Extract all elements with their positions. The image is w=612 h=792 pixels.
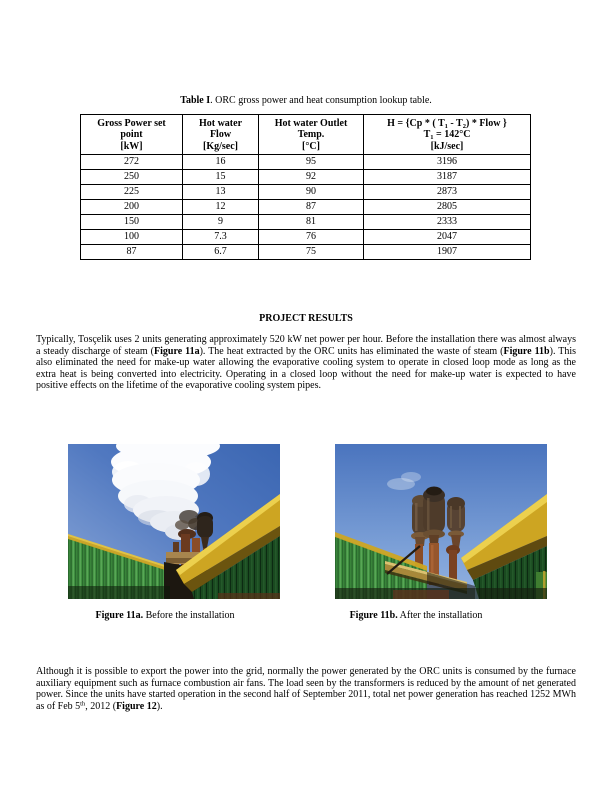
table-cell: 75 (259, 245, 364, 260)
table-cell: 2047 (364, 230, 531, 245)
figure-11b-caption: Figure 11b. After the installation (349, 610, 483, 621)
table-row (81, 230, 531, 245)
table-cell: 2333 (364, 215, 531, 230)
table-header-cell: Hot water Outlet Temp. [°C] (259, 115, 364, 155)
table-row (81, 170, 531, 185)
table-cell: 12 (183, 200, 259, 215)
table-cell: 16 (183, 155, 259, 170)
table-cell: 15 (183, 170, 259, 185)
figure-11a-photo (68, 444, 280, 599)
bottom-panels (335, 588, 547, 599)
table-cell: 92 (259, 170, 364, 185)
table-cell: 76 (259, 230, 364, 245)
table-cell: 95 (259, 155, 364, 170)
table-cell: 3196 (364, 155, 531, 170)
lookup-table (80, 114, 531, 260)
table-row (81, 245, 531, 260)
figure-11b-photo (335, 444, 547, 599)
table-cell: 3187 (364, 170, 531, 185)
table-caption: Table I. ORC gross power and heat consumption lookup table. (180, 95, 432, 106)
wall-shadow (68, 586, 170, 599)
section-heading: PROJECT RESULTS (259, 313, 353, 324)
table-cell: 1907 (364, 245, 531, 260)
table-cell: 7.3 (183, 230, 259, 245)
paragraph-1: Typically, Tosçelik uses 2 units generating approximately 520 kW net power per hour. Before the installation there was almost always a steady discharge of steam (Figure 11a). The heat extracted by the ORC units has eliminated the waste of steam (Figure 11b). This also eliminated the need for make-up water allowing the evaporative cooling system to operate in closed loop mode as long as the extra heat is being converted into electricity. Operating in a closed loop without the need for make-up water is expected to have positive effects on the lifetime of the evaporative cooling system pipes. (36, 334, 577, 392)
table-cell: 90 (259, 185, 364, 200)
table-body (81, 155, 531, 260)
table-row (81, 200, 531, 215)
table-row (81, 215, 531, 230)
table-cell: 6.7 (183, 245, 259, 260)
table-header-cell: Hot water Flow [Kg/sec] (183, 115, 259, 155)
table-cell: 225 (81, 185, 183, 200)
table-row (81, 185, 531, 200)
table-cell: 150 (81, 215, 183, 230)
table-header-row (81, 115, 531, 155)
table-header-cell: Gross Power set point [kW] (81, 115, 183, 155)
table-cell: 250 (81, 170, 183, 185)
table-cell: 9 (183, 215, 259, 230)
table-cell: 87 (81, 245, 183, 260)
figure-11a-caption: Figure 11a. Before the installation (95, 610, 235, 621)
table-cell: 81 (259, 215, 364, 230)
table-cell: 2873 (364, 185, 531, 200)
table-row (81, 155, 531, 170)
table-header-cell: H = {Cp * ( $T_1 - T_2$) * Flow } $T_1 = 142^\circ C$ [kJ/sec] (364, 115, 531, 155)
paragraph-2: Although it is possible to export the power into the grid, normally the power generated by the ORC units is consumed by the furnace auxiliary equipment such as furnace combustion air fans. The load seen by the transformers is reduced by the amount of net generated power. Since the units have started operation in the second half of September 2011, total net power generation has reached 1252 MWh as of Feb 5th, 2012 (Figure 12). (36, 666, 576, 712)
table-cell: 2805 (364, 200, 531, 215)
table-cell: 13 (183, 185, 259, 200)
table-cell: 87 (259, 200, 364, 215)
table-cell: 272 (81, 155, 183, 170)
table-cell: 100 (81, 230, 183, 245)
table-cell: 200 (81, 200, 183, 215)
